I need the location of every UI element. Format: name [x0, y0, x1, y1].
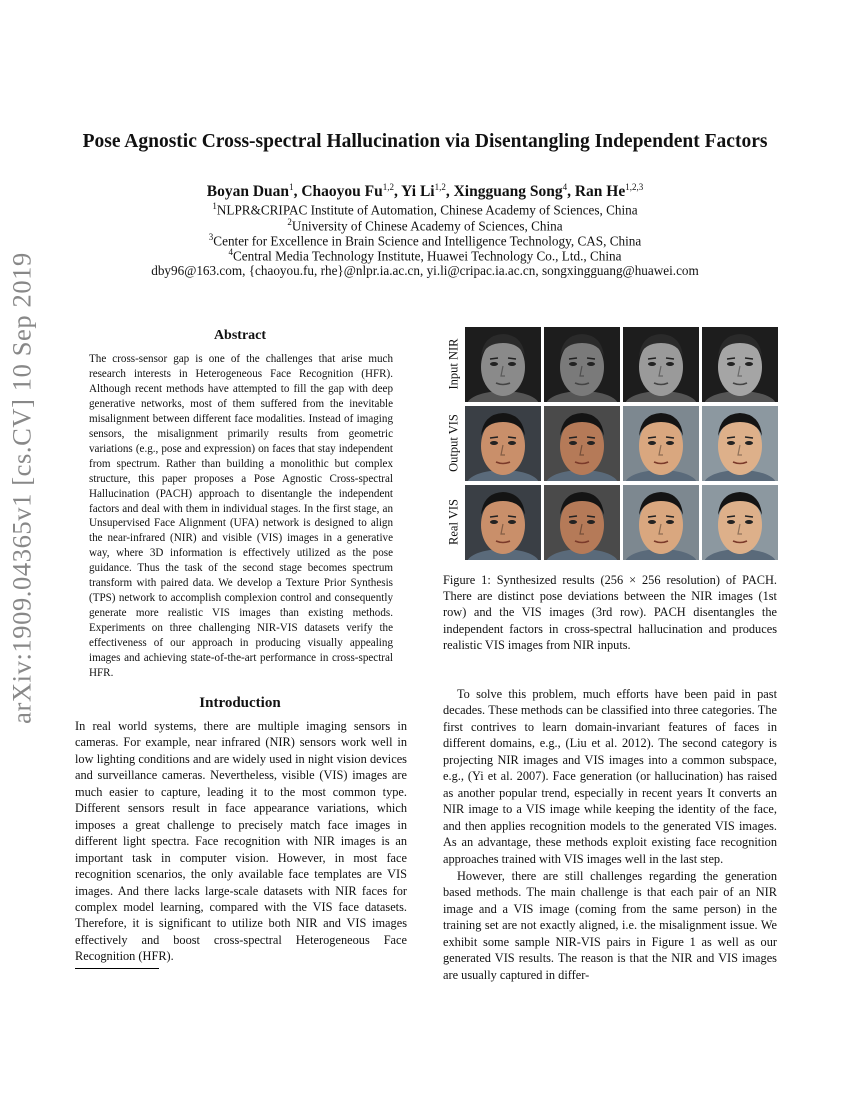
paragraph-text: However, there are still challenges regarding the generation based methods. The main challenge is that each pair of an NIR image and a VIS image (coming from the same person) in the training set are not exactly aligned, i.e. the misalignment issue. We exhibit some sample NIR-VIS pairs in Figure 1 as well as our generated VIS results. The reason is that the NIR and VIS images are usually captured in differ-: [443, 869, 777, 982]
affiliation-sup: 1: [212, 201, 217, 211]
paragraph-text: To solve this problem, much efforts have been paid in past decades. These methods can be classified into three categories. The first contrives to learn domain-invariant features of faces in different domains, e.g., (Liu et al. 2012). The second category is projecting NIR images and VIS images into a common subspace, e.g., (Yi et al. 2007). Face generation (or hallucination) has raised as another popular trend, especially in recent years It converts an NIR image to a VIS image while keeping the identity of the face, and then applies recognition models to the generated VIS images. As an advantage, these methods exploit existing face recognition approaches trained with VIS images well in the last step.: [443, 687, 777, 866]
intro-paragraph: In real world systems, there are multiple imaging sensors in cameras. For example, near infrared (NIR) sensors work well in low lighting conditions and are widely used in night vision devices and surveillance cameras. Nevertheless, visible (VIS) images are much easier to capture, leading it to the most common type. Different sensors result in face appearance variations, which imposes a great challenge to precisely match face images in different light spectra. Face recognition with NIR images is an important task in computer vision. However, in most face recognition scenarios, the only available face templates are VIS images. And there lacks large-scale datasets with NIR faces for complex model learning, compared with the VIS face datasets. Therefore, it is significant to utilize both NIR and VIS images effectively and boost cross-spectral Heterogeneous Face Recognition (HFR).: [75, 719, 407, 964]
affiliation-text: NLPR&CRIPAC Institute of Automation, Chinese Academy of Sciences, China: [216, 202, 638, 218]
arxiv-stamp-text: arXiv:1909.04365v1 [cs.CV] 10 Sep 2019: [6, 252, 37, 724]
affiliation-sup: 4: [228, 247, 234, 257]
row-label-real-vis: Real VIS: [446, 499, 461, 545]
paper-title: Pose Agnostic Cross-spectral Hallucination via Disentangling Independent Factors: [82, 131, 768, 152]
face-image: [623, 485, 699, 560]
author-name: Boyan Duan: [206, 183, 290, 201]
author-name: Xingguang Song: [453, 183, 563, 201]
author-name: Chaoyou Fu: [301, 183, 383, 201]
author-name: Yi Li: [401, 183, 435, 201]
author-sup: 1: [289, 182, 294, 192]
author-sup: 1,2: [434, 182, 446, 192]
row-label-input-nir: Input NIR: [446, 338, 461, 390]
affiliation-text: Center for Excellence in Brain Science and Intelligence Technology, CAS, China: [213, 233, 642, 249]
affiliation-sup: 3: [208, 232, 214, 242]
abstract-heading: Abstract: [213, 328, 267, 343]
affiliation-4: [0, 247, 850, 264]
affiliation-1: [0, 201, 850, 218]
figure-caption: Figure 1: Synthesized results (256 × 256 resolution) of PACH. There are distinct pose deviations between the NIR images (1st row) and the VIS images (3rd row). PACH disentangles the independent factors in cross-spectral hallucination and produces realistic VIS images from NIR inputs.: [443, 573, 777, 652]
author-name: Ran He: [574, 183, 626, 201]
author-sup: 1,2,3: [625, 182, 644, 192]
intro-heading: Introduction: [199, 695, 281, 711]
body-paragraph: [443, 868, 777, 983]
face-image: [465, 485, 541, 560]
author-sup: 4: [562, 182, 568, 192]
affiliation-text: University of Chinese Academy of Sciences, China: [291, 218, 563, 234]
footnote-rule: [75, 968, 159, 969]
face-image: [623, 327, 699, 402]
arxiv-stamp: [2, 252, 42, 724]
face-image: [702, 327, 778, 402]
face-image: [544, 327, 620, 402]
row-label-output-vis: Output VIS: [446, 414, 461, 472]
abstract-body: The cross-sensor gap is one of the challenges that arise much research interests in Heterogeneous Face Recognition (HFR). Although recent methods have attempted to fill the gap with deep generative networks, most of them suffered from the inevitable misalignment between different face modalities. Instead of imaging sensors, the misalignment primarily results from geometric variations (e.g., pose and expression) on faces that stay independent from spectrum. Rather than building a monolithic but complex structure, this paper proposes a Pose Agnostic Cross-spectral Hallucination (PACH) approach to disentangle the independent factors and deal with them in individual stages. In the first stage, an Unsupervised Face Alignment (UFA) network is designed to align the near-infrared (NIR) and visible (VIS) images in a generative way, where 3D information is effectively utilized as the pose guidance. Thus the task of the second stage becomes spectrum transform with paired data. We develop a Texture Prior Synthesis (TPS) network to accomplish complexion control and consequently generate more realistic VIS images than existing methods. Experiments on three challenging NIR-VIS datasets verify the effectiveness of our approach in producing visually appealing images and achieving state-of-the-art performance in cross-spectral HFR.: [89, 353, 393, 680]
face-image: [465, 327, 541, 402]
face-image: [544, 485, 620, 560]
body-paragraph: [443, 686, 777, 867]
author-emails: dby96@163.com, {chaoyou.fu, rhe}@nlpr.ia.ac.cn, yi.li@cripac.ia.ac.cn, songxingguang@huawei.com: [151, 263, 699, 278]
figure-1: [443, 325, 777, 561]
face-image: [544, 406, 620, 481]
affiliation-sup: 2: [287, 217, 292, 227]
face-image: [465, 406, 541, 481]
face-image: [623, 406, 699, 481]
author-list: Boyan Duan$^1$, Chaoyou Fu$^{1,2}$, Yi Li$^{1,2}$, Xingguang Song$^4$, Ran He$^{1,2,3}$: [206, 182, 644, 201]
affiliation-text: Central Media Technology Institute, Huawei Technology Co., Ltd., China: [233, 248, 622, 264]
face-image: [702, 406, 778, 481]
author-sup: 1,2: [382, 182, 394, 192]
face-image: [702, 485, 778, 560]
